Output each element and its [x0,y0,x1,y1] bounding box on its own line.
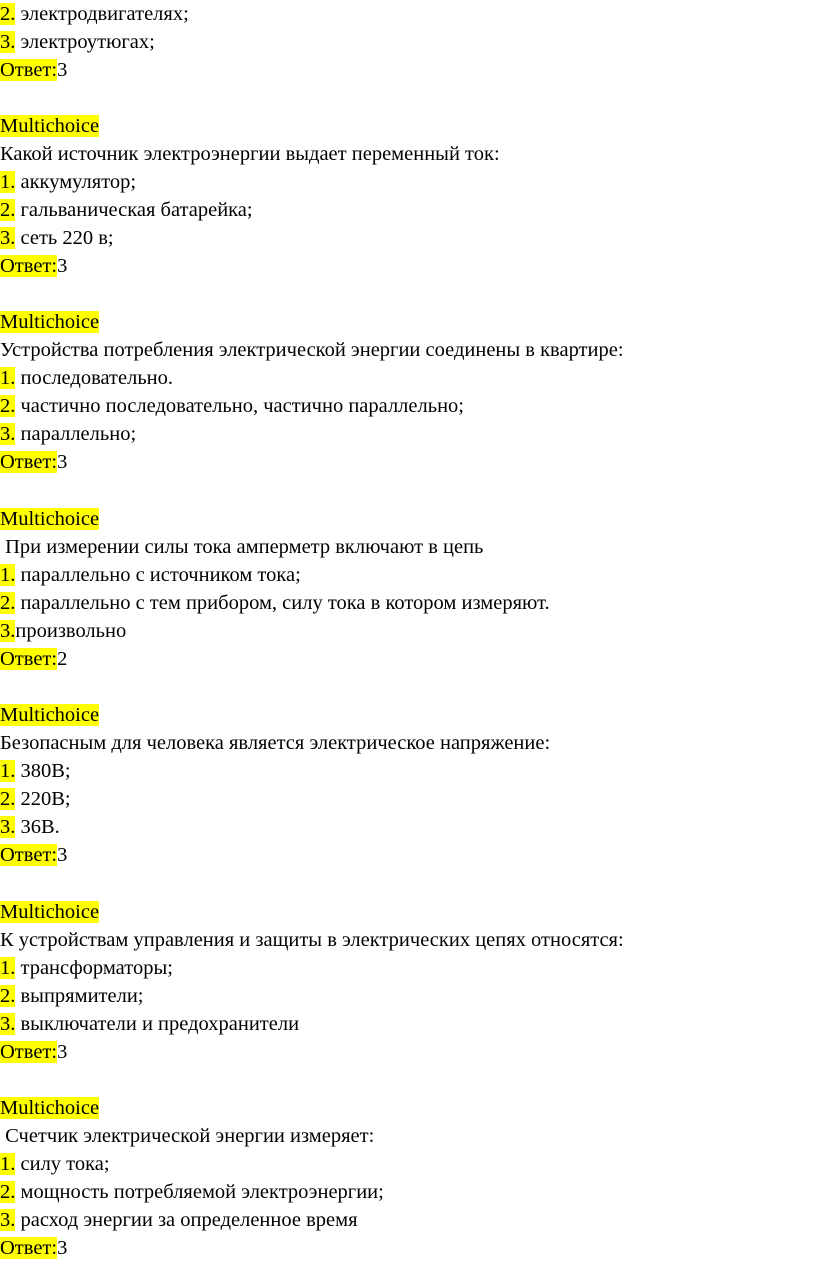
option-number: 2. [0,985,16,1007]
answer-line [0,841,67,869]
option-line [0,757,71,785]
option-line [0,168,136,196]
option-line [0,196,253,224]
option-text: параллельно с тем прибором, силу тока в котором измеряют. [15,592,550,614]
option-line [0,364,173,392]
option-text: трансформаторы; [15,957,173,979]
option-line [0,982,144,1010]
option-number: 2. [0,1181,16,1203]
option-number: 2. [0,788,16,810]
option-line [0,0,189,28]
option-text: частично последовательно, частично параллельно; [15,395,464,417]
option-line [0,561,301,589]
question-type: Multichoice [0,115,100,137]
option-number: 2. [0,199,16,221]
option-text: выключатели и предохранители [15,1013,300,1035]
answer-label: Ответ: [0,1041,58,1063]
option-text: расход энергии за определенное время [15,1209,358,1231]
answer-line [0,56,67,84]
answer-value: 3 [57,255,68,277]
option-line [0,420,136,448]
answer-value: 2 [57,648,68,670]
question-text: Счетчик электрической энергии измеряет: [0,1125,375,1147]
option-number: 3. [0,816,16,838]
question-text: Какой источник электроэнергии выдает переменный ток: [0,143,500,165]
answer-label: Ответ: [0,648,58,670]
option-number: 1. [0,367,16,389]
answer-label: Ответ: [0,255,58,277]
option-line [0,813,60,841]
question-text: Безопасным для человека является электрическое напряжение: [0,732,551,754]
option-number: 3. [0,423,16,445]
option-text: 380В; [15,760,71,782]
option-text: сеть 220 в; [15,227,114,249]
option-number: 3. [0,227,16,249]
answer-line [0,1234,67,1262]
option-number: 1. [0,957,16,979]
option-text: электроутюгах; [15,31,155,53]
option-number: 1. [0,760,16,782]
option-line [0,224,114,252]
answer-value: 3 [57,844,68,866]
option-number: 2. [0,3,16,25]
option-line [0,392,464,420]
option-line [0,589,550,617]
answer-line [0,645,67,673]
answer-label: Ответ: [0,844,58,866]
option-number: 3. [0,31,16,53]
answer-value: 3 [57,1041,68,1063]
option-number: 2. [0,592,16,614]
option-number: 3. [0,620,16,642]
option-text: параллельно с источником тока; [15,564,301,586]
option-text: аккумулятор; [15,171,137,193]
option-text: гальваническая батарейка; [15,199,253,221]
option-line [0,1010,299,1038]
answer-value: 3 [57,451,68,473]
option-text: силу тока; [15,1153,110,1175]
answer-line [0,448,67,476]
option-line [0,28,155,56]
question-type: Multichoice [0,704,100,726]
option-text: 220В; [15,788,71,810]
question-type: Multichoice [0,311,100,333]
answer-label: Ответ: [0,1237,58,1259]
option-line [0,1178,384,1206]
option-line [0,954,173,982]
option-text: 36В. [15,816,60,838]
option-number: 1. [0,171,16,193]
option-line [0,785,71,813]
question-text: К устройствам управления и защиты в электрических цепях относятся: [0,929,624,951]
option-number: 3. [0,1209,16,1231]
option-number: 1. [0,564,16,586]
option-line [0,1150,110,1178]
option-line [0,1206,358,1234]
question-type: Multichoice [0,508,100,530]
question-text: При измерении силы тока амперметр включают в цепь [0,536,484,558]
option-text: мощность потребляемой электроэнергии; [15,1181,384,1203]
answer-label: Ответ: [0,451,58,473]
question-type: Multichoice [0,901,100,923]
question-type: Multichoice [0,1097,100,1119]
option-number: 2. [0,395,16,417]
option-text: электродвигателях; [15,3,189,25]
answer-line [0,252,67,280]
option-text: выпрямители; [15,985,144,1007]
answer-value: 3 [57,59,68,81]
question-text: Устройства потребления электрической энергии соединены в квартире: [0,339,624,361]
option-text: последовательно. [15,367,174,389]
option-line [0,617,126,645]
answer-value: 3 [57,1237,68,1259]
option-number: 1. [0,1153,16,1175]
answer-label: Ответ: [0,59,58,81]
option-text: параллельно; [15,423,137,445]
option-number: 3. [0,1013,16,1035]
option-text: произвольно [15,620,127,642]
answer-line [0,1038,67,1066]
